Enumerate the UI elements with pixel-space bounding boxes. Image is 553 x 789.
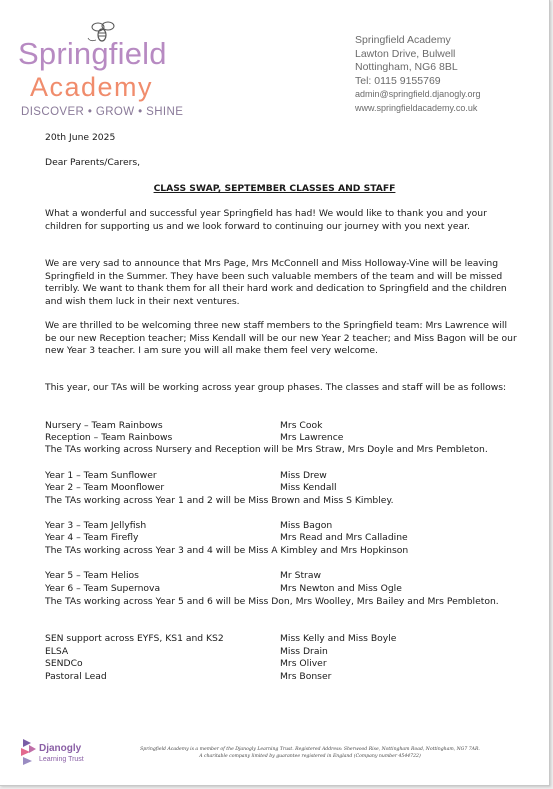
paragraph-welcome: We are thrilled to be welcoming three new staff members to the Springfield team: Mrs Lawrence will be our new Reception teacher; Miss Kendall will be our new Year 2 teacher; and Miss Bagon will be our new Year 3 teacher. I am sure you will all make them feel very welcome. bbox=[45, 320, 517, 356]
footer-legal bbox=[100, 746, 520, 760]
letter-heading: CLASS SWAP, SEPTEMBER CLASSES AND STAFF bbox=[153, 183, 396, 194]
class-staff: Mr Straw bbox=[280, 570, 321, 581]
address-tel: Tel: 0115 9155769 bbox=[355, 74, 441, 87]
class-name: Year 5 – Team Helios bbox=[45, 570, 139, 581]
support-staff: Mrs Bonser bbox=[280, 671, 332, 682]
support-role: ELSA bbox=[45, 646, 69, 657]
support-role: SENDCo bbox=[45, 658, 83, 669]
ta-note: The TAs working across Nursery and Reception will be Mrs Straw, Mrs Doyle and Mrs Pembleton. bbox=[45, 444, 488, 455]
letter-salutation: Dear Parents/Carers, bbox=[45, 157, 141, 168]
footer-line-2: A charitable company limited by guarantee registered in England (Company number 4544722) bbox=[199, 754, 421, 759]
class-staff: Mrs Newton and Miss Ogle bbox=[280, 583, 402, 594]
class-staff: Miss Drew bbox=[280, 470, 327, 481]
address-block bbox=[355, 34, 481, 115]
support-role: SEN support across EYFS, KS1 and KS2 bbox=[45, 633, 224, 644]
support-staff: Miss Kelly and Miss Boyle bbox=[280, 633, 397, 644]
class-name: Reception – Team Rainbows bbox=[45, 432, 173, 443]
footer-line-1: Springfield Academy is a member of the Djanogly Learning Trust. Registered Address: Sherwood Rise, Nottingham Road, Nottingham, NG7 7AR. bbox=[140, 747, 480, 752]
letter-date: 20th June 2025 bbox=[45, 132, 116, 143]
trust-subtitle: Learning Trust bbox=[39, 756, 84, 763]
class-staff: Miss Bagon bbox=[280, 520, 333, 531]
address-street: Lawton Drive, Bulwell bbox=[355, 47, 456, 60]
paragraph-thanks: What a wonderful and successful year Springfield has had! We would like to thank you and your children for supporting us and we look forward to continuing our journey with you next year. bbox=[45, 208, 487, 232]
logo-tagline: DISCOVER • GROW • SHINE bbox=[21, 106, 184, 118]
class-staff: Miss Kendall bbox=[280, 482, 337, 493]
class-staff: Mrs Cook bbox=[280, 420, 323, 431]
class-name: Year 4 – Team Firefly bbox=[45, 532, 139, 543]
ta-note: The TAs working across Year 1 and 2 will be Miss Brown and Miss S Kimbley. bbox=[45, 495, 394, 506]
support-role: Pastoral Lead bbox=[45, 671, 107, 682]
academy-logo bbox=[18, 20, 184, 120]
class-name: Year 2 – Team Moonflower bbox=[45, 482, 165, 493]
logo-name-academy: Academy bbox=[30, 72, 154, 102]
paragraph-phases: This year, our TAs will be working across year group phases. The classes and staff will be as follows: bbox=[45, 382, 507, 393]
address-email[interactable]: admin@springfield.djanogly.org bbox=[355, 89, 481, 99]
support-staff: Mrs Oliver bbox=[280, 658, 327, 669]
ta-note: The TAs working across Year 3 and 4 will be Miss A Kimbley and Mrs Hopkinson bbox=[45, 545, 409, 556]
class-staff: Mrs Lawrence bbox=[280, 432, 344, 443]
class-name: Nursery – Team Rainbows bbox=[45, 420, 163, 431]
logo-name-springfield: Springfield bbox=[18, 36, 167, 71]
class-name: Year 3 – Team Jellyfish bbox=[45, 520, 147, 531]
paragraph-leaving: We are very sad to announce that Mrs Page, Mrs McConnell and Miss Holloway-Vine will be leaving Springfield in the Summer. They have been such valuable members of the team and will be missed terribly. We want to thank them for all their hard work and dedication to Springfield and the children and wish them luck in their next ventures. bbox=[45, 258, 507, 307]
address-city: Nottingham, NG6 8BL bbox=[355, 61, 458, 73]
support-staff: Miss Drain bbox=[280, 646, 328, 657]
trust-logo bbox=[17, 735, 97, 773]
address-name: Springfield Academy bbox=[355, 34, 451, 46]
class-name: Year 6 – Team Supernova bbox=[45, 583, 161, 594]
class-name: Year 1 – Team Sunflower bbox=[45, 470, 157, 481]
trust-mark-icon bbox=[17, 735, 39, 771]
ta-note: The TAs working across Year 5 and 6 will be Miss Don, Mrs Woolley, Mrs Bailey and Mrs Pembleton. bbox=[45, 596, 499, 607]
class-staff: Mrs Read and Mrs Calladine bbox=[280, 532, 408, 543]
trust-name: Djanogly bbox=[39, 743, 82, 754]
address-web[interactable]: www.springfieldacademy.co.uk bbox=[355, 102, 478, 113]
